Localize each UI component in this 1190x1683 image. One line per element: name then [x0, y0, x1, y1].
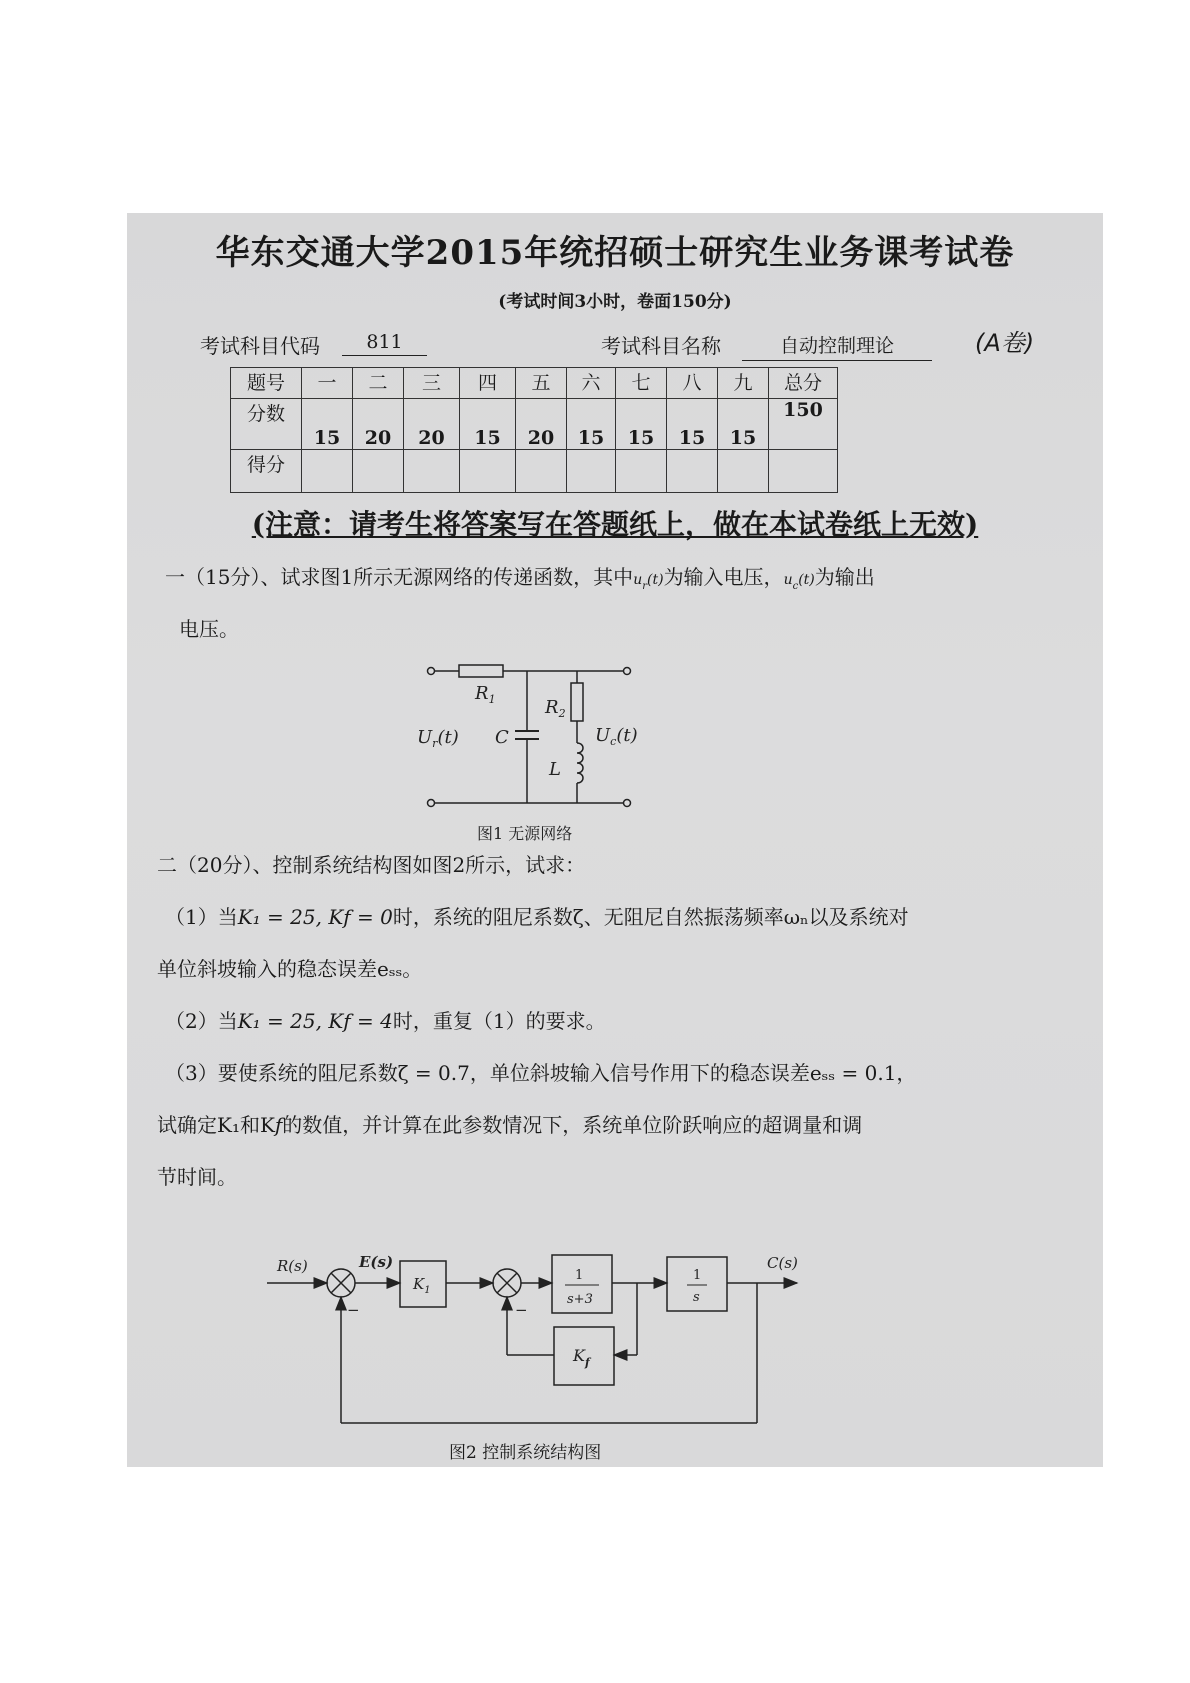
exam-subtitle: (考试时间3小时，卷面150分)	[498, 292, 732, 312]
ur-arg: (t)	[647, 572, 664, 588]
q2-part1-line2: 单位斜坡输入的稳态误差eₛₛ。	[157, 957, 423, 981]
q2-intro: 二（20分）、控制系统结构图如图2所示，试求：	[157, 853, 586, 877]
table-cell: 四	[460, 368, 516, 399]
exam-sheet	[127, 213, 1103, 1467]
q1-text-a: 一（15分）、试求图1所示无源网络的传递函数，其中	[165, 565, 634, 589]
table-cell	[353, 450, 404, 493]
output-voltage-label: $U_c(t)$	[595, 725, 638, 748]
error-label: E(s)	[359, 1253, 394, 1271]
q2-p2-equation: K₁ = 25, K𝑓 = 4	[237, 1009, 393, 1033]
r2-label: $R_2$	[545, 697, 566, 720]
table-cell: 20	[404, 399, 460, 450]
g1-numerator: 1	[575, 1268, 584, 1283]
table-cell: 15	[616, 399, 667, 450]
table-cell: 五	[516, 368, 567, 399]
q1-text-b: 为输入电压，	[663, 565, 784, 589]
c-label: C	[495, 727, 509, 748]
score-table	[230, 367, 838, 493]
table-cell: 15	[567, 399, 616, 450]
ur-subscript: r	[642, 581, 647, 592]
q2-p2-text: 时，重复（1）的要求。	[392, 1009, 606, 1033]
table-cell: 15	[718, 399, 769, 450]
score-table-points-row	[231, 399, 838, 450]
q2-part3-line3: 节时间。	[157, 1165, 237, 1189]
q2-p1-equation: K₁ = 25, K𝑓 = 0	[237, 905, 393, 929]
q2-part1-line1	[165, 901, 909, 930]
resistor-r1	[459, 665, 503, 677]
uc-arg: (t)	[798, 572, 815, 588]
q1-text-c: 为输出	[814, 565, 875, 589]
table-cell: 150	[769, 399, 838, 450]
input-label: R(s)	[277, 1257, 308, 1275]
output-terminal-bottom	[624, 800, 631, 807]
g2-numerator: 1	[693, 1268, 702, 1283]
table-cell	[460, 450, 516, 493]
table-cell	[718, 450, 769, 493]
q1-line1	[165, 561, 875, 592]
table-cell	[616, 450, 667, 493]
table-cell: 六	[567, 368, 616, 399]
table-cell: 得分	[231, 450, 302, 493]
table-cell: 八	[667, 368, 718, 399]
q2-p2-prefix: （2）当	[165, 1009, 238, 1033]
table-cell: 15	[302, 399, 353, 450]
subject-code-label: 考试科目代码	[200, 334, 320, 358]
l-label: L	[549, 759, 561, 780]
input-terminal-bottom	[428, 800, 435, 807]
table-cell: 分数	[231, 399, 302, 450]
input-terminal-top	[428, 668, 435, 675]
minus-sign-2: −	[515, 1301, 528, 1319]
output-label: C(s)	[767, 1254, 798, 1272]
q2-part2	[165, 1005, 606, 1034]
r1-label: $R_1$	[475, 683, 496, 706]
score-table-header-row	[231, 368, 838, 399]
input-voltage-label: $U_r(t)$	[417, 727, 459, 750]
output-terminal-top	[624, 668, 631, 675]
notice: (注意：请考生将答案写在答题纸上，做在本试卷纸上无效)	[251, 508, 979, 541]
table-cell	[516, 450, 567, 493]
subject-code-value: 811	[342, 331, 427, 356]
g2-denominator: s	[693, 1290, 700, 1305]
ur-symbol: u	[633, 572, 643, 588]
table-cell	[769, 450, 838, 493]
q2-part3-line2: 试确定K₁和K𝑓的数值，并计算在此参数情况下，系统单位阶跃响应的超调量和调	[157, 1113, 863, 1137]
q2-p1-text: 时，系统的阻尼系数ζ、无阻尼自然振荡频率ωₙ以及系统对	[392, 905, 909, 929]
resistor-r2	[571, 683, 583, 721]
table-cell	[404, 450, 460, 493]
table-cell: 20	[516, 399, 567, 450]
table-cell: 20	[353, 399, 404, 450]
q2-p1-prefix: （1）当	[165, 905, 238, 929]
table-cell: 七	[616, 368, 667, 399]
table-cell: 15	[460, 399, 516, 450]
inductor-l	[577, 743, 583, 783]
table-cell: 总分	[769, 368, 838, 399]
table-cell: 九	[718, 368, 769, 399]
q2-part3-line1: （3）要使系统的阻尼系数ζ = 0.7，单位斜坡输入信号作用下的稳态误差eₛₛ = 0.1，	[165, 1061, 917, 1085]
table-cell: 15	[667, 399, 718, 450]
table-cell: 一	[302, 368, 353, 399]
table-cell	[667, 450, 718, 493]
score-table-earned-row	[231, 450, 838, 493]
table-cell: 二	[353, 368, 404, 399]
fig1-caption: 图1 无源网络	[477, 824, 573, 843]
subject-name-label: 考试科目名称	[601, 334, 721, 358]
uc-symbol: u	[783, 572, 793, 588]
k1-label: $K_1$	[413, 1275, 431, 1296]
fig1-passive-network	[417, 643, 797, 853]
exam-title: 华东交通大学2015年统招硕士研究生业务课考试卷	[215, 233, 1015, 273]
fig2-caption: 图2 控制系统结构图	[449, 1443, 602, 1463]
table-cell: 三	[404, 368, 460, 399]
kf-label: $K_f$	[573, 1346, 590, 1369]
fig2-block-diagram	[267, 1223, 987, 1463]
table-cell	[567, 450, 616, 493]
table-cell	[302, 450, 353, 493]
uc-subscript: c	[792, 581, 799, 592]
table-cell: 题号	[231, 368, 302, 399]
q1-line2: 电压。	[179, 617, 239, 641]
g1-denominator: s+3	[567, 1292, 593, 1307]
paper-mark-handwritten: (A卷)	[975, 329, 1035, 357]
subject-name-value: 自动控制理论	[742, 331, 932, 361]
minus-sign-1: −	[347, 1301, 360, 1319]
